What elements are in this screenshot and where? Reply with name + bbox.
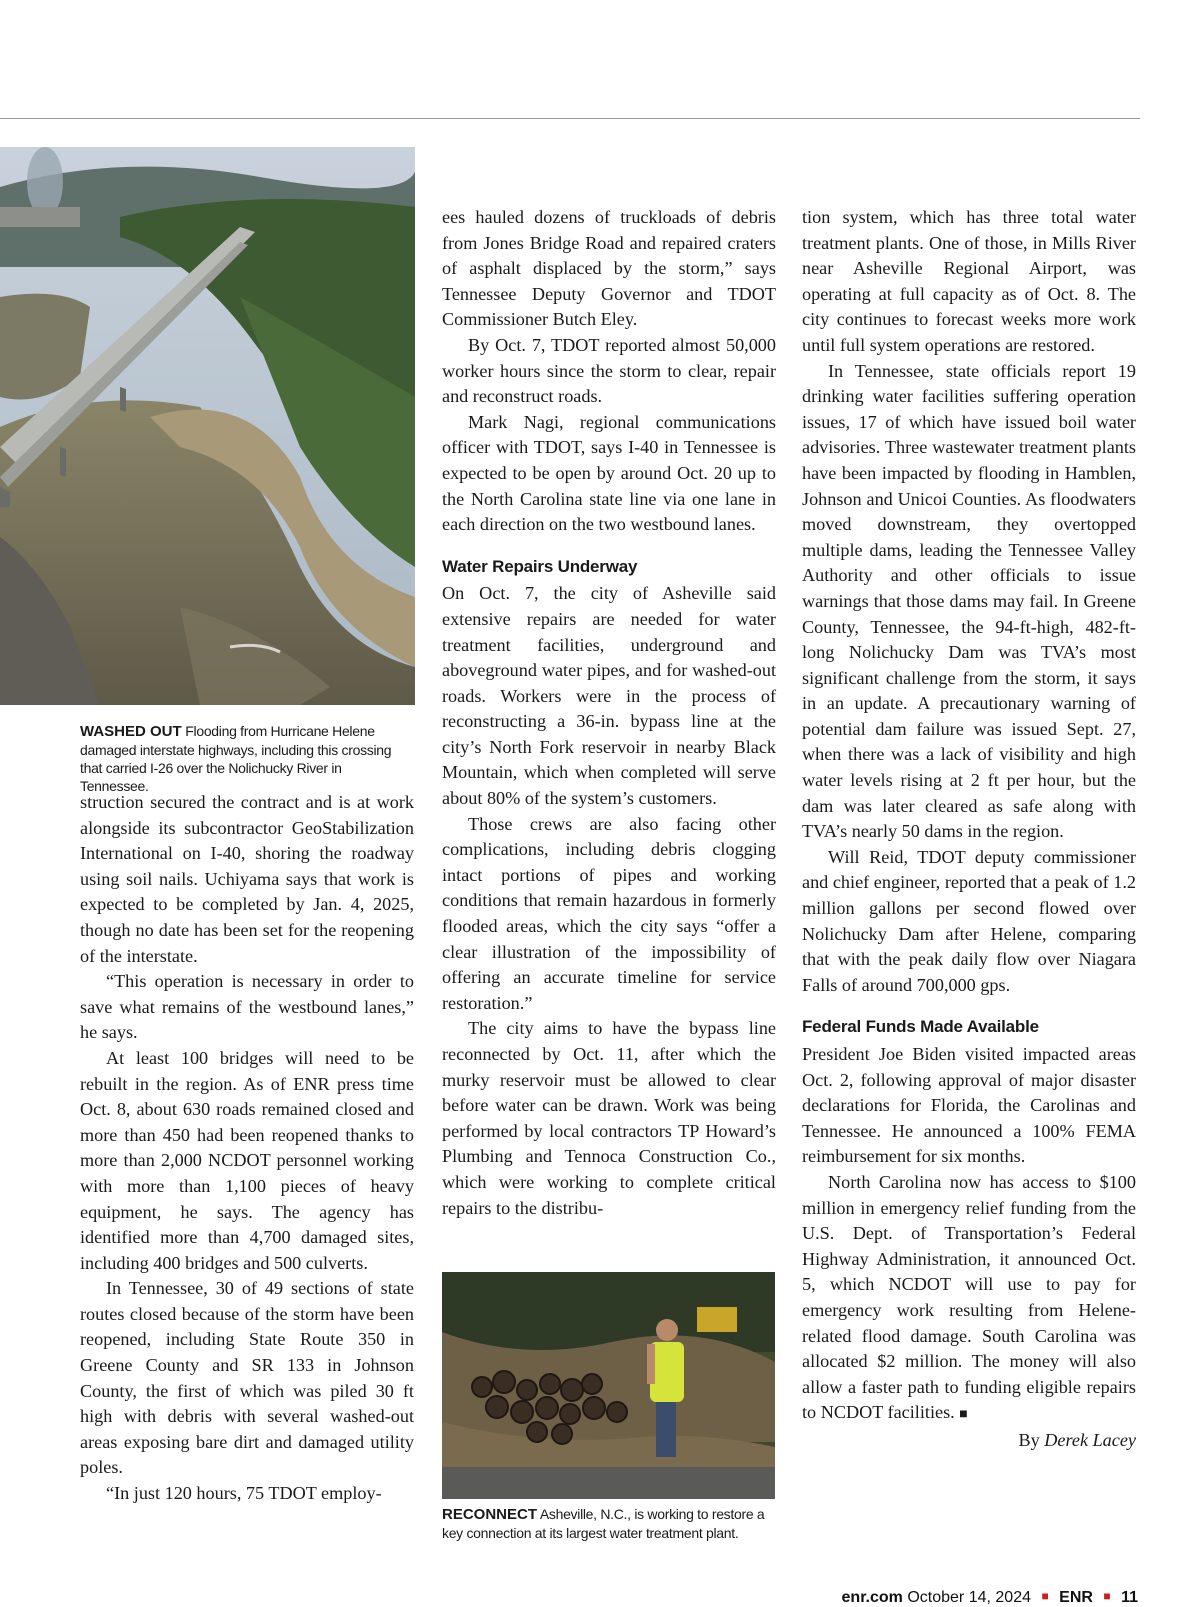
- photo2-caption: [442, 1505, 782, 1542]
- byline: [802, 1428, 1136, 1454]
- paragraph: At least 100 bridges will need to be rebuilt in the region. As of ENR press time Oct. 8, about 630 roads remained closed and more than 450 had been reopened thanks to more than 2,000 NCDOT personnel working with more than 1,100 pieces of heavy equipment, he says. The agency has identified more than 4,700 damaged sites, including 400 bridges and 500 culverts.: [80, 1047, 414, 1273]
- paragraph: In Tennessee, state officials report 19 drinking water facilities suffering operation issues, 17 of which have issued boil water advisories. Three wastewater treatment plants have been impacted by flooding in Hamblen, Johnson and Unicoi Counties. As floodwaters moved downstream, they overtopped multiple dams, leading the Tennessee Valley Authority and other officials to issue warnings that those dams may fail. In Greene County, Tennessee, the 94-ft-high, 482-ft-long Nolichucky Dam was TVA’s most significant challenge from the storm, it says in an update. A precautionary warning of potential dam failure was issued Sept. 27, when there was a lack of visibility and high water levels rising at 2 ft per hour, but the dam was later cleared as safe along with TVA’s nearly 50 dams in the region.: [802, 360, 1136, 842]
- column-2: [442, 205, 776, 1221]
- end-mark-icon: ■: [959, 1407, 968, 1423]
- separator-icon: ■: [1041, 1589, 1049, 1603]
- separator-icon: ■: [1103, 1589, 1111, 1603]
- page-footer: [842, 1589, 1138, 1607]
- reconnect-photo: [442, 1272, 775, 1499]
- paragraph: The city aims to have the bypass line reconnected by Oct. 11, after which the murky reservoir must be allowed to clear before water can be drawn. Work was being performed by local contractors TP Howard’s Plumbing and Tennoca Construction Co., which were working to complete critical repairs to the distribu-: [442, 1018, 776, 1218]
- paragraph: “This operation is necessary in order to save what remains of the westbound lanes,” he says.: [80, 971, 414, 1043]
- paragraph: On Oct. 7, the city of Asheville said extensive repairs are needed for water treatment facilities, underground and aboveground water pipes, and for washed-out roads. Workers were in the process of reconstructing a 36-in. bypass line at the city’s North Fork reservoir in nearby Black Mountain, which when completed will serve about 80% of the system’s customers.: [442, 583, 776, 809]
- paragraph: Mark Nagi, regional communications officer with TDOT, says I-40 in Tennessee is expected to be open by around Oct. 20 up to the North Carolina state line via one lane in each direction on the two westbound lanes.: [442, 411, 776, 535]
- page-number: 11: [1121, 1589, 1138, 1606]
- column-3: [802, 205, 1136, 1454]
- paragraph: tion system, which has three total water treatment plants. One of those, in Mills River near Asheville Regional Airport, was operating at full capacity as of Oct. 8. The city continues to forecast weeks more work until full system operations are restored.: [802, 207, 1136, 355]
- byline-prefix: By: [1018, 1429, 1040, 1450]
- column-1: [80, 790, 414, 1507]
- byline-author: Derek Lacey: [1044, 1429, 1136, 1450]
- photo1-caption: [80, 722, 410, 795]
- caption-text: Flooding from Hurricane Helene damaged interstate highways, including this crossing that carried I-26 over the Nolichucky River in Tennessee.: [80, 723, 392, 794]
- footer-date: October 14, 2024: [907, 1589, 1031, 1606]
- paragraph: “In just 120 hours, 75 TDOT employ-: [106, 1483, 382, 1504]
- paragraph: President Joe Biden visited impacted areas Oct. 2, following approval of major disaster declarations for Florida, the Carolinas and Tennessee. He announced a 100% FEMA reimbursement for six months.: [802, 1044, 1136, 1167]
- paragraph: In Tennessee, 30 of 49 sections of state routes closed because of the storm have been reopened, including State Route 350 in Greene County and SR 133 in Johnson County, the first of which was piled 30 ft high with debris with several washed-out areas exposing bare dirt and damaged utility poles.: [80, 1278, 414, 1478]
- aerial-flood-image: [0, 147, 415, 705]
- caption-label: WASHED OUT: [80, 723, 182, 740]
- paragraph: By Oct. 7, TDOT reported almost 50,000 worker hours since the storm to clear, repair and reconstruct roads.: [442, 334, 776, 407]
- paragraph-text: North Carolina now has access to $100 million in emergency relief funding from the U.S. Dept. of Transportation’s Federal Highway Administration, it announced Oct. 5, which NCDOT will use to pay for emergency work resulting from Helene-related flood damage. South Carolina was allocated $2 million. The money will also allow a faster path to funding eligible repairs to NCDOT facilities.: [802, 1171, 1136, 1423]
- paragraph: ees hauled dozens of truckloads of debris from Jones Bridge Road and repaired craters of asphalt displaced by the storm,” says Tennessee Deputy Governor and TDOT Commissioner Butch Eley.: [442, 207, 776, 330]
- footer-site: enr.com: [841, 1589, 903, 1606]
- paragraph: Will Reid, TDOT deputy commissioner and chief engineer, reported that a peak of 1.2 million gallons per second flowed over Nolichucky Dam after Helene, comparing that with the peak daily flow over Niagara Falls of around 700,000 gps.: [802, 846, 1136, 995]
- washed-out-photo: [0, 147, 415, 705]
- pipe-worker-image: [442, 1272, 775, 1499]
- section-heading: Federal Funds Made Available: [802, 1017, 1039, 1037]
- footer-brand: ENR: [1059, 1589, 1093, 1606]
- paragraph: Those crews are also facing other complications, including debris clogging intact portions of pipes and working conditions that remain hazardous in formerly flooded areas, which the city says “offer a clear illustration of the impossibility of offering an accurate timeline for service restoration.”: [442, 813, 776, 1013]
- caption-text: Asheville, N.C., is working to restore a key connection at its largest water treatment plant.: [442, 1506, 765, 1541]
- section-heading: Water Repairs Underway: [442, 556, 638, 576]
- paragraph: [802, 1170, 1136, 1428]
- caption-label: RECONNECT: [442, 1506, 538, 1523]
- paragraph: struction secured the contract and is at work alongside its subcontractor GeoStabilization International on I-40, shoring the roadway using soil nails. Uchiyama says that work is expected to be completed by Jan. 4, 2025, though no date has been set for the reopening of the interstate.: [80, 792, 414, 966]
- header-rule: [0, 118, 1140, 119]
